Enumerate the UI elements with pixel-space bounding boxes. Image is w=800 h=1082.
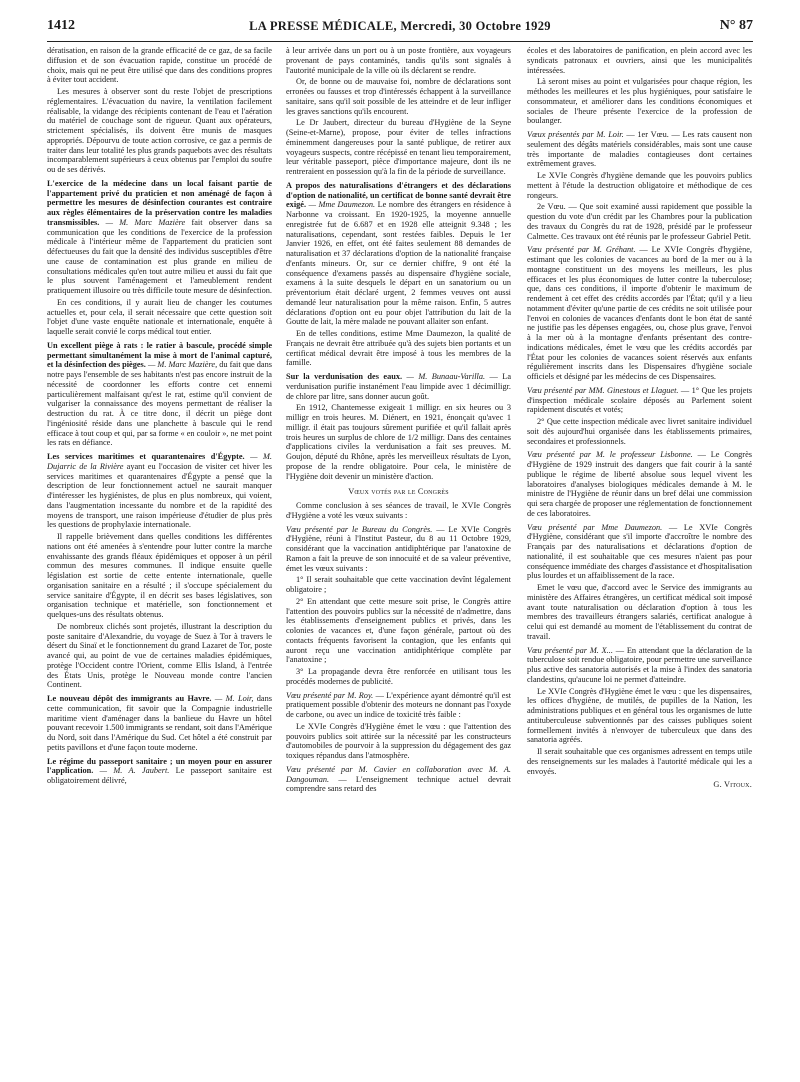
voeu-title: Vœu présenté par MM. Ginestous et Llaguet. [527,385,679,395]
section-author: — M. Dujarric de la Rivière [47,452,272,471]
section-text: Le nombre des étrangers en résidence à Narbonne va croissant. En 1920-1925, la moyenne annuelle enregistrée fut de 6.687 et en 1928 elle atteignit 9.348 ; les naturalisations, cependant, sont restées faibles. Depuis le 1er Janvier 1926, en effet, ont été faites seulement 88 demandes de naturalisation et 37 déclarations d'option de la nationalité française d'enfants mineurs. Or, sur ce dernier chiffre, 9 ont été la conséquence d'examens passés au dispensaire d'hygiène sociale, examens à la suite desquels le départ en un sanatorium ou un préventorium était déclaré urgent, 2 femmes veuves ont aussi demandé leur naturalisation pour la même raison. Enfin, 5 autres déclarations d'option ont eu pour objet l'attribution du lait de la Goutte de lait, la mère malade ne pouvant allaiter son enfant. [286,200,511,327]
paragraph: Le XVIe Congrès d'hygiène demande que les pouvoirs publics mettent à l'étude la destruction obligatoire et méthodique de ces rongeurs. [527,171,752,200]
section-text: dans cette communication, fit savoir que la Compagnie industrielle maritime vient d'aménager dans la banlieue du Havre un hôtel pouvant recevoir 1.500 immigrants se rendant, soit dans l'Amérique du Nord, soit dans l'Amérique du Sud. Cet hôtel a été construit par petits pavillons et d'une façon toute moderne. [47,694,272,752]
issue-number: N° 87 [719,18,753,33]
paragraph: Emet le vœu que, d'accord avec le Service des immigrants au ministère des Affaires étrangères, un certificat médical soit imposé avant toute naturalisation ou déclaration d'option à tous les membres des travailleurs étrangers salariés, certificat analogue à celui qui est demandé au moment de l'établissement du contrat de travail. [527,583,752,641]
section-title: L'exercice de la médecine dans un local faisant partie de l'appartement privé du praticien et non aménagé de façon à permettre les mesures de désinfection courantes est contraire aux règles élémentaires de la préservation contre les maladies transmissibles. [47,178,272,227]
section-author: — M. Marc Mazière, [147,360,218,370]
section [47,341,272,448]
column-2 [286,46,511,1076]
section-title: Les services maritimes et quarantenaires d'Égypte. [47,452,245,461]
paragraph: En de telles conditions, estime Mme Daumezon, la qualité de Français ne devrait être attribuée qu'à des sujets bien portants et un certificat médical devrait être imposé à tous les membres de la famille. [286,329,511,368]
page-header [47,18,753,40]
voeu-text: — L'enseignement technique actuel devrait comprendre sans retard des [286,774,511,794]
subheading-voeux: Vœux votés par le Congrès [348,487,449,497]
paragraph: 3° La propagande devra être renforcée en utilisant tous les procédés modernes de publicité. [286,667,511,686]
journal-title: LA PRESSE MÉDICALE, Mercredi, 30 Octobre 1929 [249,19,551,33]
section-title: Sur la verdunisation des eaux. [286,372,403,381]
column-1 [47,46,272,1076]
section-author: — Mme Daumezon. [308,200,376,210]
section-author: — M. Marc Mazière [105,217,186,227]
voeu [286,765,511,794]
section-author: — M. A. Jaubert. [99,766,170,776]
voeu-text: — Le XVIe Congrès d'Hygiène, réuni à l'Institut Pasteur, du 8 au 11 Octobre 1929, considérant que la vaccination antidiphtérique par l'anatoxine de Ramon a fait la preuve de son innocuité et de sa valeur préventive, émet les vœux suivants : [286,524,511,573]
section-title: Le régime du passeport sanitaire ; un moyen pour en assurer l'application. [47,756,272,776]
voeu-title: Vœu présenté par M. le professeur Lisbonne. [527,450,693,460]
column-3 [527,46,752,1076]
section-title: A propos des naturalisations d'étrangers et des déclarations d'option de nationalité, un certificat de bonne santé devrait être exigé. [286,180,511,210]
paragraph: écoles et des laboratoires de panification, en plein accord avec les syndicats patronaux et ouvriers, ainsi que les municipalités intéressées. [527,46,752,75]
voeu [527,646,752,685]
paragraph: Il rappelle brièvement dans quelles conditions les différentes nations ont été amenées à s'entendre pour lutter contre la marche envahissante des grands fléaux épidémiques et opposer à un péril commun des mesures communes. Il indique ensuite quelle législation est sortie de cette entente internationale, quelle organisation sanitaire en a résulté ; il s'occupe spécialement du service sanitaire d'Égypte, il en décrit ses bases législatives, son organisation technique et matérielle, son fonctionnement et quelques-uns des résultats obtenus. [47,532,272,619]
section [286,181,511,327]
voeu [527,523,752,582]
section [47,179,272,296]
paragraph: Le XVIe Congrès d'Hygiène émet le vœu : que les dispensaires, les offices d'hygiène, de mutilés, de pupilles de la Nation, les administrations publiques et en général tous les organismes de lutte antituberculeuse subventionnés par des caisses publiques soient formellement invités à n'envoyer de tuberculeux que dans des sanatoria agréés. [527,686,752,745]
paragraph: Comme conclusion à ses séances de travail, le XVIe Congrès d'Hygiène a voté les vœux suivants : [286,501,511,520]
section-author: — M. Loir, [214,694,254,703]
paragraph: 1° Il serait souhaitable que cette vaccination devînt légalement obligatoire ; [286,575,511,594]
section-title: Un excellent piège à rats : le ratier à bascule, procédé simple permettant simultanément la mise à mort de l'animal capturé, et la désinfection des pièges. [47,340,272,370]
section [286,372,511,401]
voeu-text: — Le XVIe Congrès d'Hygiène, considérant que s'il importe d'accroître le nombre des Français par des naturalisations et déclarations d'option de nationalité, il est souhaitable que ces mesures n'aient pas pour conséquence immédiate des charges d'assistance et d'hospitalisation plus lourdes et un affaiblissement de la race. [527,522,752,581]
section [47,757,272,786]
section-text: du fait que dans notre pays l'ensemble de ses habitants n'est pas encore instruit de la nécessité de coordonner les efforts contre cet ennemi particulièrement malfaisant qu'est le rat, estime qu'il convient de vulgariser la connaissance des moyens permettant de réaliser la destruction du rat. À ce titre donc, il décrit un piège dont l'ingéniosité réside dans une planchette à bascule qui le rend efficace à tout coup et qui, par sa forme « en couloir », ne met point les rats en défiance. [47,360,272,448]
paragraph: Il serait souhaitable que ces organismes adressent en temps utile des renseignements sur les malades à l'autorité médicale qui les a envoyés. [527,747,752,776]
voeu-text: — 1° Que les projets d'inspection médicale scolaire déposés au Parlement soient rapidement discutés et votés; [527,385,752,415]
paragraph: De nombreux clichés sont projetés, illustrant la description du poste sanitaire d'Alexandrie, du voyage de Suez à Tor à travers le désert du Sinaï et le fonctionnement du grand Lazaret de Tor, poste avancé qui, au point de vue de certaines maladies épidémiques, protège l'Occident contre l'Orient, comme Ellis Island, à l'entrée des États Unis, protège le Nouveau monde contre l'ancien Continent. [47,621,272,690]
section-text: fait observer dans sa communication que les conditions de l'exercice de la profession médicale à l'intérieur même de l'appartement du praticien sont défectueuses du fait que la densité des individus susceptibles d'être une cause de contamination est plus grande en milieu de consultations médicales qu'en tout autre milieu et aussi du fait que le plus souvent l'aménagement et l'ameublement rendent pratiquement illusoire ou très difficile toute mesure de désinfection. [47,217,272,295]
voeu-title: Vœu présenté par Mme Daumezon. [527,522,663,532]
voeu-title: Vœux présentés par M. Loir. [527,130,624,139]
voeu-text: — Le XVIe Congrès d'hygiène, estimant que les colonies de vacances au bord de la mer ou à la montagne constituent un des moyens les meilleurs, les plus efficaces et les plus économiques de lutter contre la tuberculose; que, dans ces conditions, il importe d'obtenir le maximum de rendement à cet effet des crédits accordés par l'État; qu'il y a lieu notamment d'éviter qu'une partie de ces crédits ne soit utilisée pour l'envoi en colonies de vacances d'enfants dont le bon état de santé ne justifie pas les dépenses engagées, ou, chose plus grave, l'envoi à la mer où à la montagne d'enfants présentant des contre-indications médicales, émet le vœu que les crédits accordés par l'État pour les colonies de vacances soient réservés aux enfants régulièrement inscrits dans les Dispensaires d'hygiène sociale officiels et désigné par les médecins de ces Dispensaires. [527,245,752,381]
voeu-title: Vœu présenté par M. X... [527,645,613,655]
voeu [527,245,752,382]
paragraph: Les mesures à observer sont du reste l'objet de prescriptions réglementaires. L'évacuation du navire, la ventilation facilement réalisable, la vidange des récipients contenant de l'eau et l'aération du matériel de couchage sont de rigueur. Quant aux opérateurs, strictement spécialisés, ils doivent être munis de masques appropriés. Dépourvu de toute action corrosive, ce gaz a permis de traiter dans leur totalité les plus grands paquebots avec des résultats incomparablement supérieurs à ceux obtenus par l'emploi du soufre ou de ses dérivés. [47,87,272,174]
voeu-title: Vœu présenté par M. Gréhant. [527,245,636,255]
section-text: — La verdunisation purifie instanément l'eau limpide avec 1 décimilligr. de chlore par litre, sans donner aucun goût. [286,372,511,401]
paragraph: Le XVIe Congrès d'Hygiène émet le vœu : que l'attention des pouvoirs publics soit attirée sur la nécessité par les constructeurs d'automobiles de pourvoir à la suppression du dégagement des gaz toxiques répandus dans l'atmosphère. [286,721,511,760]
header-rule [47,41,753,42]
signature: G. Vitoux. [713,780,752,790]
voeu-text: — En attendant que la déclaration de la tuberculose soit rendue obligatoire, pour permettre une surveillance plus active des sanatoria autorisés et la mise à l'index des sanatoria clandestins, qu'aucune loi ne permet d'atteindre. [527,645,752,684]
voeu-title: Vœu présenté par M. Roy. [286,690,374,700]
paragraph: 2° En attendant que cette mesure soit prise, le Congrès attire l'attention des pouvoirs publics sur la nécessité de n'admettre, dans les établissements d'enseignement publics et privés, dans les colonies de vacances et, d'une façon générale, partout où des contacts fréquents favorisent la contagion, que les enfants qui auront reçu une vaccination antidiphtérique complète par l'anatoxine ; [286,596,511,665]
paragraph: Or, de bonne ou de mauvaise foi, nombre de déclarations sont erronées ou fausses et trop d'intéressés échappent à la surveillance sanitaire, sans qu'il soit possible de les atteindre et de leur infliger les graves sanctions qu'ils encourent. [286,77,511,116]
paragraph: 2e Vœu. — Que soit examiné aussi rapidement que possible la question du vote d'un crédit par les Chambres pour la publication des travaux du Congrès du rat de 1928, présidé par le professeur Calmette. Ces travaux ont été réunis par le professeur Gabriel Petit. [527,202,752,241]
voeu [286,691,511,720]
section-text: ayant eu l'occasion de visiter cet hiver les services maritimes et quarantenaires d'Égypte a pensé que la description de leur fonctionnement actuel ne saurait manquer d'intéresser les hygiénistes, de plus en plus nombreux, qui voient, dans l'augmentation incessante du nombre et de la rapidité des moyens de transport, une raison impérieuse d'étudier de plus près les questions de prophylaxie internationale. [47,461,272,530]
voeu [527,130,752,169]
paragraph: dératisation, en raison de la grande efficacité de ce gaz, de sa facile diffusion et de son évacuation rapide, constitue un procédé de choix, mais qui ne peut être utilisé que dans des conditions propres à éviter tout accident. [47,46,272,85]
voeu-title: Vœu présenté par M. Cavier en collaboration avec M. A. Dangouman. [286,764,511,784]
voeu-text: — Le Congrès d'Hygiène de 1929 instruit des dangers que fait courir à la santé publique le régime de liberté absolue sous lequel vivent les laboratoires d'analyses biologiques médicales demande à M. le ministre de l'Hygiène de réunir dans un bref délai une commission qui sera chargée de proposer une réglementation de fonctionnement de ces laboratoires. [527,450,752,518]
paragraph: En 1912, Chantemesse exigeait 1 milligr. en six heures ou 3 milligr en trois heures. M. Diénert, en 1921, énonçait qu'avec 1 milligr. il était pas toujours sûrement purifiée et qu'il fallait après trois heures un surplus de chlore de 1/2 milligr. Dans des centaines d'applications civiles la verdunisation a fait ses preuves. M. Goujon, député du Rhône, après les merveilleux résultats de Lyon, propose de la rendre obligatoire. Pour cela, le ministère de l'Hygiène doit devenir un ministère d'action. [286,403,511,481]
voeu [527,450,752,518]
voeu [527,386,752,415]
section [47,694,272,753]
paragraph: Le Dr Jaubert, directeur du bureau d'Hygiène de la Seyne (Seine-et-Marne), propose, pour éviter de telles infractions éminemment dangereuses pour la santé publique, de retirer aux voyageurs suspects, contre récépissé en tenant lieu temporairement, leur véritable passeport, pièce d'importance majeure, dont ils ne rentreraient en possession qu'à la fin de la période de surveillance. [286,118,511,176]
paragraph: Là seront mises au point et vulgarisées pour chaque région, les méthodes les meilleures et les plus hygiéniques, pour satisfaire le consommateur, et améliorer dans les conditions économiques et sociales de l'heure présente l'exercice de la profession de boulanger. [527,77,752,126]
section [47,452,272,530]
section-title: Le nouveau dépôt des immigrants au Havre. [47,694,212,703]
paragraph: 2° Que cette inspection médicale avec livret sanitaire individuel soit dès aujourd'hui organisée dans les établissements primaires, secondaires et professionnels. [527,417,752,446]
section-author: — M. Bunaau-Varilla. [406,372,486,381]
voeu [286,525,511,574]
paragraph: En ces conditions, il y aurait lieu de changer les coutumes actuelles et, pour cela, il serait nécessaire que cette question soit l'objet d'une vaste enquête nationale et internationale, enquête à laquelle serait convié le corps médical tout entier. [47,297,272,336]
voeu-text: — 1er Vœu. — Les rats causent non seulement des dégâts matériels considérables, mais sont une cause très importante de maladies contagieuses dont certaines extrêmement graves. [527,130,752,169]
page-number: 1412 [47,18,75,33]
paragraph: à leur arrivée dans un port ou à un poste frontière, aux voyageurs provenant de pays contaminés, tandis qu'ils sont signalés à l'autorité municipale de la ville où ils déclarent se rendre. [286,46,511,75]
voeu-title: Vœu présenté par le Bureau du Congrès. [286,524,433,534]
voeu-text: — L'expérience ayant démontré qu'il est pratiquement possible d'obtenir des moteurs ne donnant pas l'oxyde de carbone, ou avec un indice de toxicité très faible : [286,690,511,719]
section-text: Le passeport sanitaire est obligatoirement délivré, [47,766,272,785]
